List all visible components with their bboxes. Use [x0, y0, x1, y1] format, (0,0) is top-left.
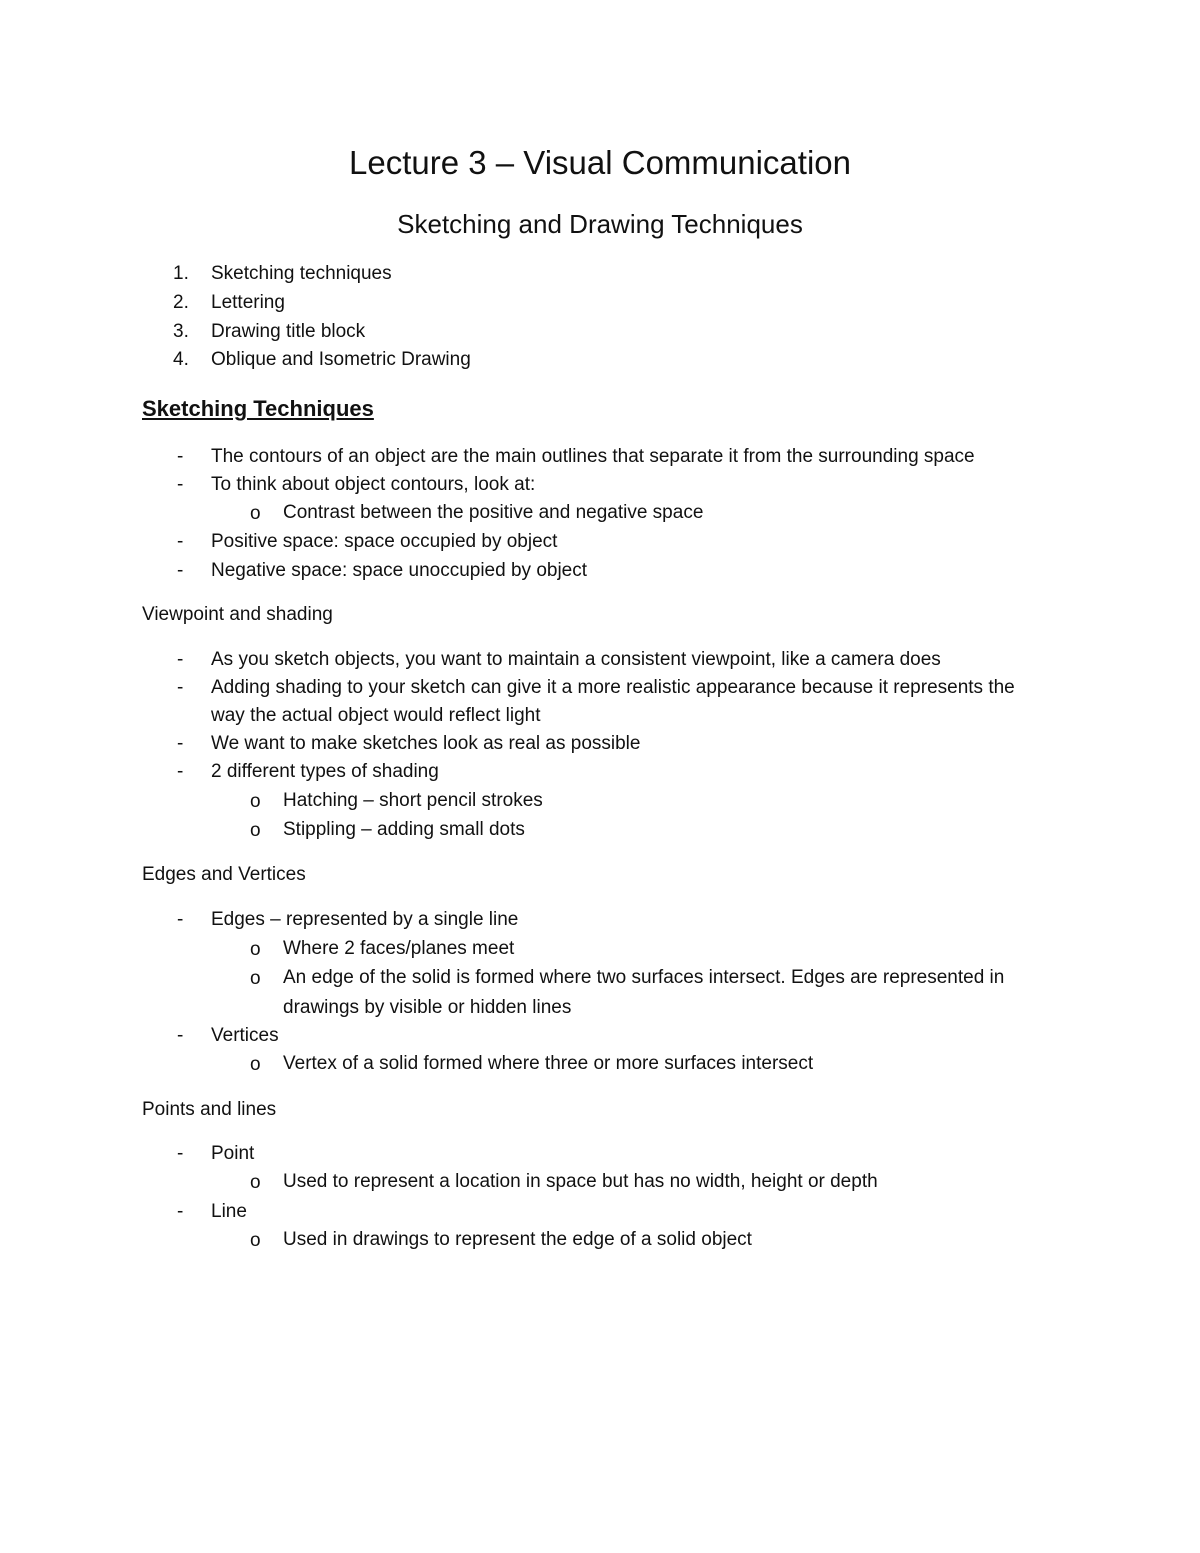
bullet-text: Negative space: space unoccupied by object: [211, 560, 588, 581]
bullet-text: We want to make sketches look as real as possible: [211, 733, 641, 754]
section-heading-points: Points and lines: [142, 1099, 277, 1120]
sub-bullet-text: Stippling – adding small dots: [283, 819, 525, 840]
dash-bullet: -: [177, 677, 184, 698]
bullet-text: Point: [211, 1143, 255, 1164]
circle-bullet: o: [250, 1172, 261, 1193]
bullet-text: Adding shading to your sketch can give it a more realistic appearance because it represents the: [211, 677, 1015, 698]
bullet-text: Line: [211, 1201, 247, 1222]
dash-bullet: -: [177, 1201, 184, 1222]
dash-bullet: -: [177, 649, 184, 670]
section-heading-edges: Edges and Vertices: [142, 864, 306, 885]
sub-bullet-text: Used to represent a location in space but has no width, height or depth: [283, 1171, 878, 1192]
sub-bullet-text-continued: drawings by visible or hidden lines: [283, 997, 572, 1018]
dash-bullet: -: [177, 531, 184, 552]
toc-item: Drawing title block: [211, 321, 366, 342]
sub-bullet-text: Where 2 faces/planes meet: [283, 938, 515, 959]
bullet-text: As you sketch objects, you want to maintain a consistent viewpoint, like a camera does: [211, 649, 941, 670]
sub-bullet-text: Contrast between the positive and negative space: [283, 502, 704, 523]
dash-bullet: -: [177, 446, 184, 467]
circle-bullet: o: [250, 1054, 261, 1075]
dash-bullet: -: [177, 909, 184, 930]
dash-bullet: -: [177, 733, 184, 754]
sub-bullet-text: Vertex of a solid formed where three or more surfaces intersect: [283, 1053, 814, 1074]
bullet-text: Vertices: [211, 1025, 279, 1046]
toc-item: Sketching techniques: [211, 263, 392, 284]
dash-bullet: -: [177, 474, 184, 495]
circle-bullet: o: [250, 820, 261, 841]
sub-bullet-text: Used in drawings to represent the edge of a solid object: [283, 1229, 752, 1250]
circle-bullet: o: [250, 503, 261, 524]
toc-number: 4.: [173, 349, 189, 370]
dash-bullet: -: [177, 1025, 184, 1046]
dash-bullet: -: [177, 1143, 184, 1164]
toc-number: 1.: [173, 263, 189, 284]
circle-bullet: o: [250, 1230, 261, 1251]
dash-bullet: -: [177, 761, 184, 782]
page-subtitle: Sketching and Drawing Techniques: [397, 209, 803, 239]
sub-bullet-text: Hatching – short pencil strokes: [283, 790, 543, 811]
bullet-text: 2 different types of shading: [211, 761, 439, 782]
toc-item: Oblique and Isometric Drawing: [211, 349, 471, 370]
circle-bullet: o: [250, 791, 261, 812]
circle-bullet: o: [250, 968, 261, 989]
dash-bullet: -: [177, 560, 184, 581]
toc-number: 2.: [173, 292, 189, 313]
bullet-text-continued: way the actual object would reflect light: [211, 705, 541, 726]
bullet-text: The contours of an object are the main outlines that separate it from the surrounding space: [211, 446, 975, 467]
bullet-text: To think about object contours, look at:: [211, 474, 536, 495]
page-title: Lecture 3 – Visual Communication: [349, 144, 851, 181]
toc-number: 3.: [173, 321, 189, 342]
sub-bullet-text: An edge of the solid is formed where two surfaces intersect. Edges are represented in: [283, 967, 1005, 988]
section-heading-viewpoint: Viewpoint and shading: [142, 604, 333, 625]
toc-item: Lettering: [211, 292, 285, 313]
section-heading-sketching: Sketching Techniques: [142, 396, 374, 421]
circle-bullet: o: [250, 939, 261, 960]
bullet-text: Positive space: space occupied by object: [211, 531, 558, 552]
bullet-text: Edges – represented by a single line: [211, 909, 519, 930]
